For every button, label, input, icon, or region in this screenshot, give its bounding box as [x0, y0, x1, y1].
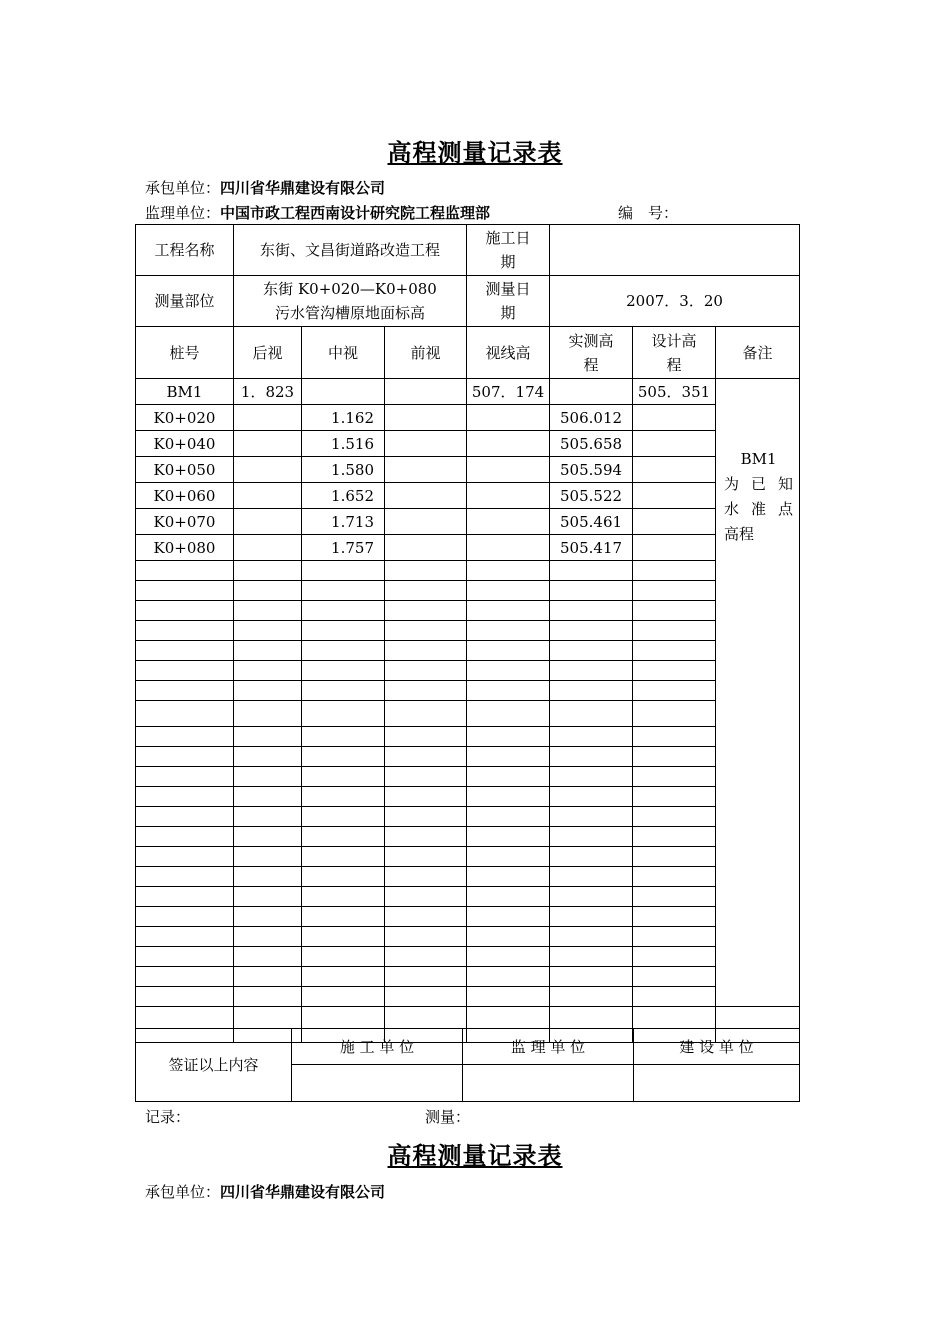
- cell-station: K0+020: [136, 405, 234, 431]
- cell-backsight: [234, 431, 302, 457]
- cell-backsight: [234, 457, 302, 483]
- cell-station: BM1: [136, 379, 234, 405]
- table-row: [136, 483, 800, 509]
- table-row: [136, 509, 800, 535]
- table-row: [136, 947, 800, 967]
- cell-measured: 505.417: [550, 535, 633, 561]
- project-name-value: 东街、文昌街道路改造工程: [234, 225, 467, 276]
- page-title-repeat: 高程测量记录表: [387, 1141, 563, 1170]
- elevation-record-table: [135, 224, 800, 1043]
- cell-intermediate: 1.757: [302, 535, 385, 561]
- table-row: [136, 661, 800, 681]
- sign-owner-field: [634, 1065, 800, 1102]
- cell-measured: [550, 379, 633, 405]
- sign-owner-unit: 建 设 单 位: [634, 1029, 800, 1065]
- cell-foresight: [385, 457, 467, 483]
- remark-line1: BM1: [740, 450, 777, 468]
- cell-backsight: [234, 535, 302, 561]
- cell-intermediate: 1.516: [302, 431, 385, 457]
- table-row: [136, 927, 800, 947]
- table-row: [136, 641, 800, 661]
- cell-measured: 505.658: [550, 431, 633, 457]
- table-row: [136, 867, 800, 887]
- cell-foresight: [385, 379, 467, 405]
- header-measured: 实测高程: [550, 327, 633, 379]
- construction-date-label: 施工日期: [467, 225, 550, 276]
- table-row: [136, 457, 800, 483]
- header-intermediate: 中视: [302, 327, 385, 379]
- cell-design: [633, 457, 716, 483]
- cell-foresight: [385, 509, 467, 535]
- cell-foresight: [385, 405, 467, 431]
- measure-location-label: 测量部位: [136, 276, 234, 327]
- header-foresight: 前视: [385, 327, 467, 379]
- number-label: 编 号：: [618, 204, 679, 222]
- supervisor-label: 监理单位：: [145, 204, 221, 222]
- sign-label: 签证以上内容: [136, 1029, 292, 1102]
- cell-hi: 507．174: [467, 379, 550, 405]
- contractor-value: 四川省华鼎建设有限公司: [220, 1183, 386, 1201]
- sign-off-table: [135, 1028, 800, 1102]
- survey-label: 测量：: [425, 1108, 471, 1126]
- cell-measured: 506.012: [550, 405, 633, 431]
- cell-intermediate: 1.713: [302, 509, 385, 535]
- cell-backsight: [234, 509, 302, 535]
- cell-hi: [467, 405, 550, 431]
- cell-design: [633, 483, 716, 509]
- table-row: [136, 621, 800, 641]
- supervisor-line: [145, 202, 490, 223]
- remark-cell: [716, 379, 800, 1007]
- table-row: [136, 601, 800, 621]
- cell-station: K0+080: [136, 535, 234, 561]
- cell-foresight: [385, 431, 467, 457]
- cell-station: K0+050: [136, 457, 234, 483]
- contractor-line: [145, 177, 385, 198]
- table-row: [136, 681, 800, 701]
- cell-design: 505．351: [633, 379, 716, 405]
- cell-hi: [467, 509, 550, 535]
- header-design: 设计高程: [633, 327, 716, 379]
- table-row: [136, 827, 800, 847]
- table-row: [136, 847, 800, 867]
- contractor-label: 承包单位：: [145, 179, 221, 197]
- cell-measured: 505.594: [550, 457, 633, 483]
- page-title: 高程测量记录表: [387, 138, 563, 167]
- cell-design: [633, 509, 716, 535]
- cell-station: K0+070: [136, 509, 234, 535]
- table-row: [136, 701, 800, 727]
- table-row: [136, 561, 800, 581]
- table-row: [136, 787, 800, 807]
- cell-station: K0+060: [136, 483, 234, 509]
- cell-backsight: 1．823: [234, 379, 302, 405]
- cell-backsight: [234, 405, 302, 431]
- cell-hi: [467, 431, 550, 457]
- cell-foresight: [385, 535, 467, 561]
- header-remark: 备注: [716, 327, 800, 379]
- table-row: [136, 887, 800, 907]
- remark-line3: 水准点: [724, 500, 794, 518]
- cell-hi: [467, 457, 550, 483]
- cell-intermediate: 1.652: [302, 483, 385, 509]
- cell-measured: 505.461: [550, 509, 633, 535]
- record-label: 记录：: [145, 1108, 191, 1126]
- contractor-label: 承包单位：: [145, 1183, 221, 1201]
- cell-design: [633, 535, 716, 561]
- remark-line4: 高程: [724, 525, 755, 543]
- table-row: [136, 807, 800, 827]
- header-hi: 视线高: [467, 327, 550, 379]
- cell-design: [633, 405, 716, 431]
- remark-line2: 为已知: [724, 475, 794, 493]
- contractor-value: 四川省华鼎建设有限公司: [220, 179, 386, 197]
- sign-supervision-field: [463, 1065, 634, 1102]
- table-row: [136, 535, 800, 561]
- cell-design: [633, 431, 716, 457]
- table-row: [136, 967, 800, 987]
- measure-location-line2: 污水管沟槽原地面标高: [275, 304, 426, 322]
- table-row: [136, 431, 800, 457]
- table-row: [136, 907, 800, 927]
- cell-foresight: [385, 483, 467, 509]
- measure-date-label: 测量日期: [467, 276, 550, 327]
- sign-supervision-unit: 监 理 单 位: [463, 1029, 634, 1065]
- measure-date-value: 2007．3．20: [550, 276, 800, 327]
- header-station: 桩号: [136, 327, 234, 379]
- cell-hi: [467, 535, 550, 561]
- cell-backsight: [234, 483, 302, 509]
- cell-intermediate: [302, 379, 385, 405]
- construction-date-value: [550, 225, 800, 276]
- table-row: [136, 767, 800, 787]
- cell-intermediate: 1.162: [302, 405, 385, 431]
- table-row: [136, 581, 800, 601]
- sign-construction-unit: 施 工 单 位: [292, 1029, 463, 1065]
- measure-location-line1: 东街 K0+020—K0+080: [263, 280, 437, 298]
- header-backsight: 后视: [234, 327, 302, 379]
- cell-hi: [467, 483, 550, 509]
- cell-intermediate: 1.580: [302, 457, 385, 483]
- cell-measured: 505.522: [550, 483, 633, 509]
- sign-construction-field: [292, 1065, 463, 1102]
- project-name-label: 工程名称: [136, 225, 234, 276]
- contractor-line-repeat: [145, 1181, 385, 1202]
- table-row: [136, 747, 800, 767]
- cell-station: K0+040: [136, 431, 234, 457]
- table-row: [136, 379, 800, 405]
- supervisor-value: 中国市政工程西南设计研究院工程监理部: [220, 204, 491, 222]
- table-row: [136, 405, 800, 431]
- measure-location-value: [234, 276, 467, 327]
- table-row: [136, 987, 800, 1007]
- table-row: [136, 727, 800, 747]
